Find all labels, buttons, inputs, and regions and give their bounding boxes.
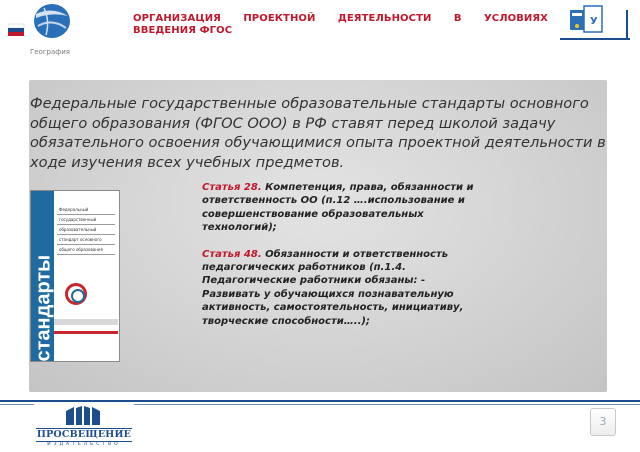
logo-mark-icon	[60, 405, 104, 427]
cover-line: общего образования	[57, 245, 115, 255]
subject-label: География	[30, 48, 71, 56]
cover-stripe-red	[54, 331, 118, 334]
intro-text: Федеральные государственные образовательные стандарты основного общего образования (ФГОС ООО) в РФ ставят перед школой задачу обязательного освоения обучающимися опыта проектной деятельности в ходе изучения всех учебных предметов.	[30, 95, 606, 171]
page-number: 3	[590, 408, 616, 436]
article-28	[202, 181, 477, 235]
title-line-1: ОРГАНИЗАЦИЯ ПРОЕКТНОЙ ДЕЯТЕЛЬНОСТИ В УСЛОВИЯХ	[133, 13, 548, 24]
flag-icon	[8, 22, 30, 38]
header	[0, 0, 640, 46]
articles-text	[202, 181, 477, 341]
page-title	[133, 13, 548, 37]
prosveshchenie-logo	[34, 402, 134, 450]
cover-line: стандарт основного	[57, 235, 115, 245]
header-vertical-divider	[626, 10, 628, 40]
article-48-label: Статья 48.	[202, 248, 262, 260]
cover-spine-text: стандарты	[32, 254, 55, 362]
article-28-text: Компетенция, права, обязанности и ответственность ОО (п.12 ….использование и совершенствование образовательных технологий);	[202, 182, 474, 234]
logo-name: ПРОСВЕЩЕНИЕ	[36, 429, 132, 440]
cover-line: государственный	[57, 215, 115, 225]
header-divider	[560, 38, 630, 40]
textbook-icon	[568, 4, 608, 36]
svg-text:У: У	[590, 16, 598, 27]
cover-title-lines	[57, 205, 115, 255]
article-28-label: Статья 28.	[202, 182, 262, 193]
cover-emblem-icon	[65, 283, 87, 305]
article-48-text: Обязанности и ответственность педагогических работников (п.1.4. Педагогические работники обязаны: - Развивать у обучающихся познавательную активность, самостоятельность, инициативу, творческие способности…..);	[202, 248, 464, 327]
logo-subtitle: ИЗДАТЕЛЬСТВО	[47, 442, 121, 447]
title-line-2: ВВЕДЕНИЯ ФГОС	[133, 25, 233, 36]
standards-book-cover	[30, 190, 120, 362]
cover-line: образовательный	[57, 225, 115, 235]
cover-stripe	[54, 319, 118, 325]
article-48	[202, 248, 477, 328]
cover-line: Федеральный	[57, 205, 115, 215]
cover-spine	[31, 191, 54, 361]
